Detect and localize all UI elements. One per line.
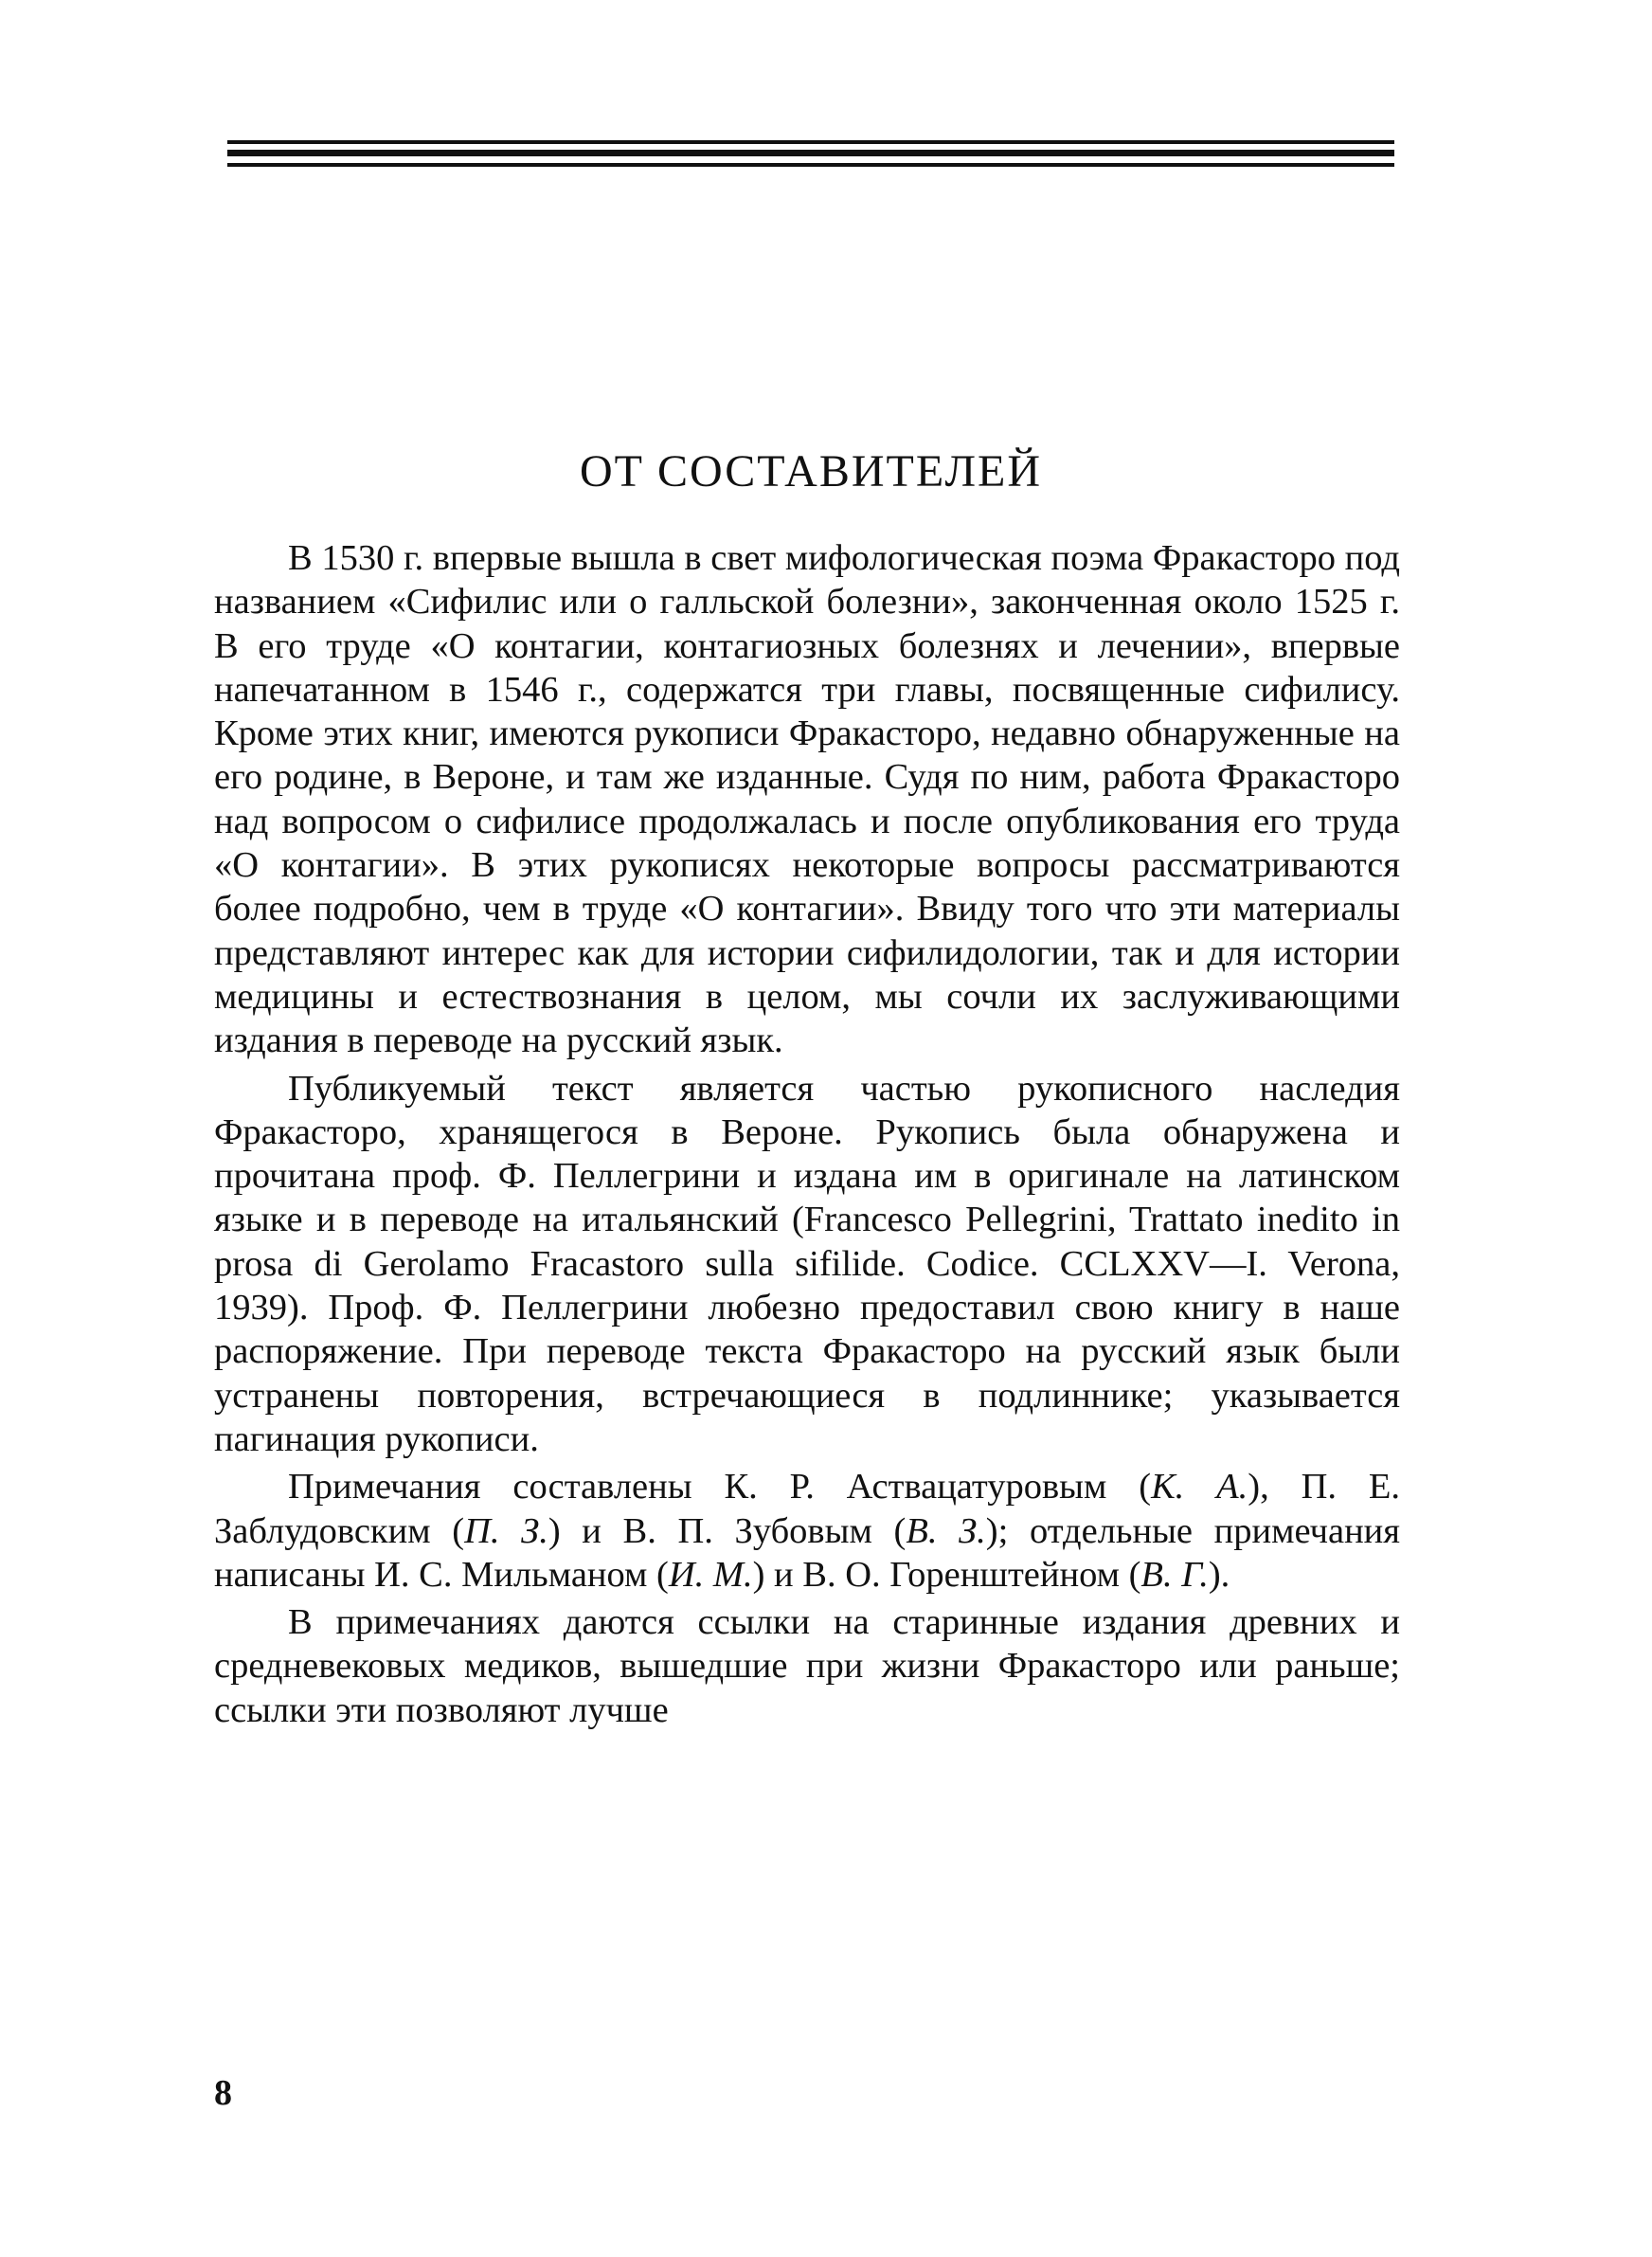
- body-text: [214, 536, 1400, 1732]
- page-title: ОТ СОСТАВИТЕЛЕЙ: [579, 446, 1043, 497]
- author-initials: И. М.: [668, 1554, 753, 1595]
- paragraph-text: ), П. Е. Заблудовским (: [214, 1467, 1400, 1551]
- paragraph: [214, 1465, 1400, 1597]
- paragraph-text: ) и В. О. Горенштейном (: [752, 1554, 1141, 1595]
- paragraph: В примечаниях даются ссылки на старинные издания древних и средневековых медиков, вышедшие при жизни Фракасторо или раньше; ссылки эти позволяют лучше: [214, 1602, 1400, 1730]
- header-rule-line: [227, 150, 1394, 156]
- paragraph-text: ) и В. П. Зубовым (: [548, 1510, 907, 1551]
- paragraph: В 1530 г. впервые вышла в свет мифологическая поэма Фракасторо под названием «Сифилис или о галльской болезни», законченная около 1525 г. В его труде «О контагии, контагиозных болезнях и лечении», впервые напечатанном в 1546 г., содержатся три главы, посвященные сифилису. Кроме этих книг, имеются рукописи Фракасторо, недавно обнаруженные на его родине, в Вероне, и там же изданные. Судя по ним, работа Фракасторо над вопросом о сифилисе продолжалась и после опубликования его труда «О контагии». В этих рукописях некоторые вопросы рассматриваются более подробно, чем в труде «О контагии». Ввиду того что эти материалы представляют интерес как для истории сифилидологии, так и для истории медицины и естествознания в целом, мы сочли их заслуживающими издания в переводе на русский язык.: [214, 538, 1400, 1061]
- paragraph-text: Примечания составлены К. Р. Аствацатуровым (: [288, 1467, 1152, 1508]
- paragraph: Публикуемый текст является частью рукописного наследия Фракасторо, хранящегося в Вероне. Рукопись была обнаружена и прочитана проф. Ф. Пеллегрини и издана им в оригинале на латинском языке и в переводе на итальянский (Francesco Pellegrini, Trattato inedito in prosa di Gerolamo Fracastoro sulla sifilide. Codice. CCLXXV—I. Verona, 1939). Проф. Ф. Пеллегрини любезно предоставил свою книгу в наше распоряжение. При переводе текста Фракасторо на русский язык были устранены повторения, встречающиеся в подлиннике; указывается пагинация рукописи.: [214, 1068, 1400, 1459]
- author-initials: К. А.: [1151, 1467, 1248, 1508]
- header-rule-line: [227, 163, 1394, 167]
- paragraph-text: ); отдельные примечания написаны И. С. Мильманом (: [214, 1510, 1400, 1595]
- author-initials: В. З.: [906, 1510, 986, 1551]
- header-rule: [227, 140, 1394, 172]
- header-rule-line: [227, 140, 1394, 144]
- paragraph-text: ).: [1208, 1554, 1230, 1595]
- author-initials: В. Г.: [1140, 1554, 1209, 1595]
- page-number: 8: [214, 2073, 232, 2113]
- author-initials: П. З.: [464, 1510, 548, 1551]
